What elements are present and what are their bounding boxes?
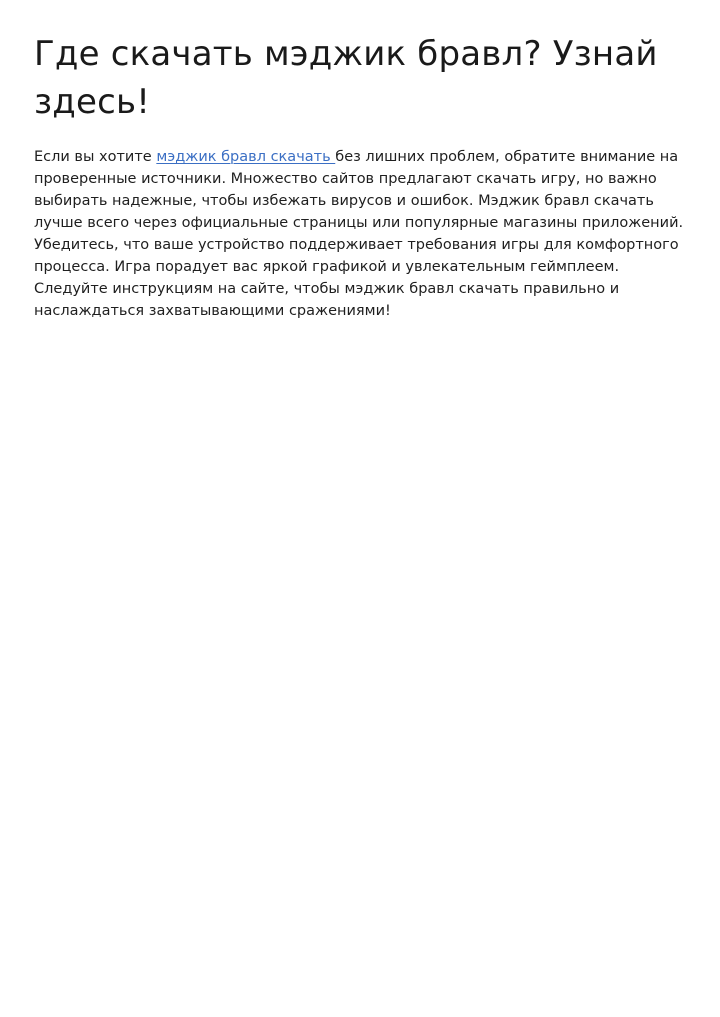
- page-title: Где скачать мэджик бравл? Узнай здесь!: [34, 34, 658, 122]
- article: [34, 30, 690, 322]
- article-body-text: без лишних проблем, обратите внимание на проверенные источники. Множество сайтов предлагают скачать игру, но важно выбирать надежные, чтобы избежать вирусов и ошибок. Мэджик бравл скачать лучше всего через официальные страницы или популярные магазины приложений. Убедитесь, что ваше устройство поддерживает требования игры для комфортного процесса. Игра порадует вас яркой графикой и увлекательным геймплеем. Следуйте инструкциям на сайте, чтобы мэджик бравл скачать правильно и наслаждаться захватывающими сражениями!: [34, 149, 684, 319]
- download-link[interactable]: мэджик бравл скачать: [156, 149, 336, 165]
- article-paragraph: [34, 146, 690, 322]
- article-intro-text: Если вы хотите: [34, 149, 157, 165]
